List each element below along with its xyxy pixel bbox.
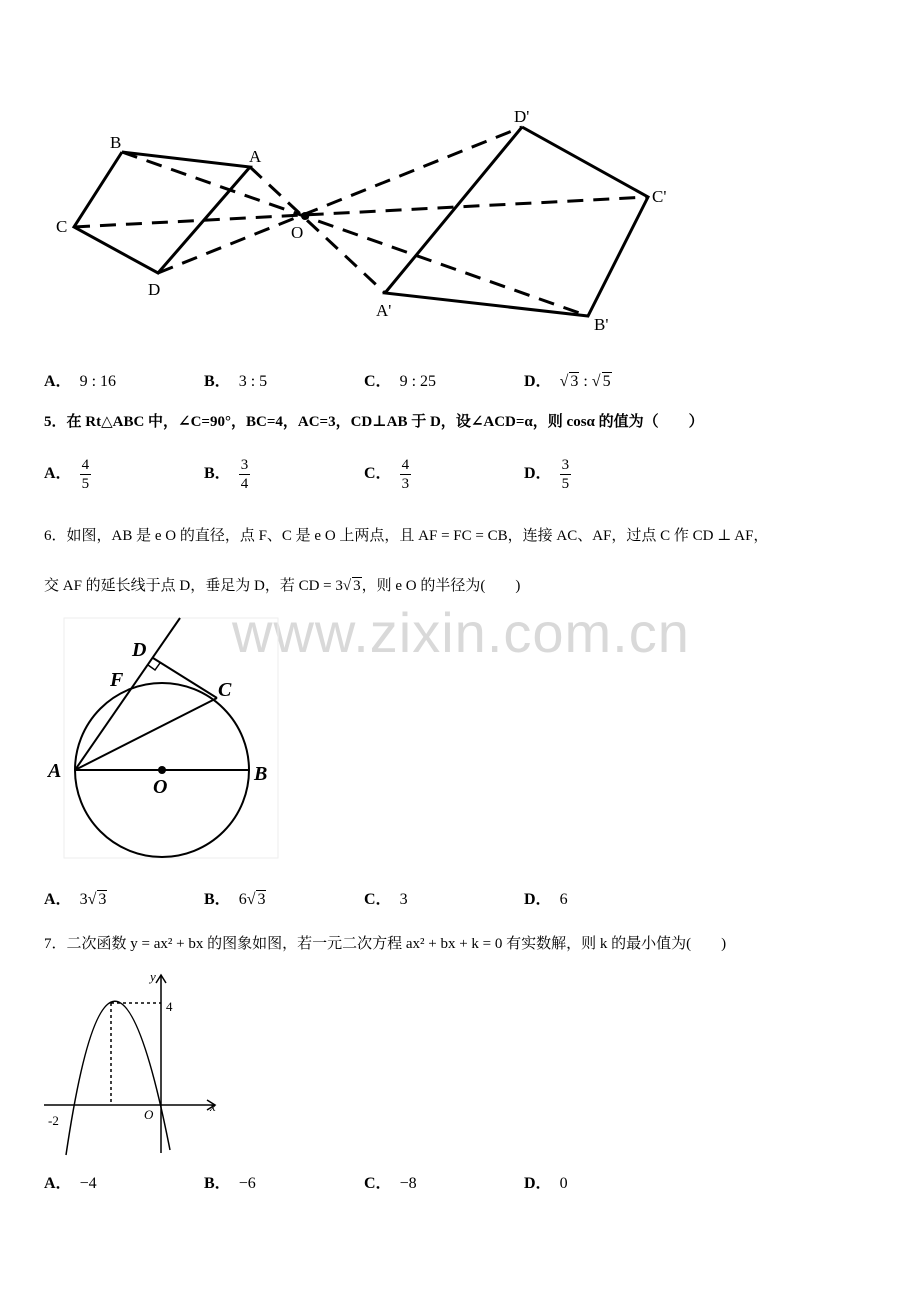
q6-option-b[interactable]: B． 6√ 3 (204, 891, 266, 908)
q6-line2: 交 AF 的延长线于点 D，垂足为 D，若 CD = 3√ 3，则 e O 的半径为( ) (44, 578, 521, 594)
q7-text: 7．二次函数 y = ax² + bx 的图象如图，若一元二次方程 ax² + bx + k = 0 有实数解，则 k 的最小值为( ) (44, 936, 727, 952)
circle-diameter-figure (40, 610, 290, 865)
q6-option-d[interactable]: D． 6 (524, 891, 568, 908)
q5-option-d[interactable]: D． $\frac{3}{5}$ (524, 457, 570, 492)
q5-option-a[interactable]: A． $\frac{4}{5}$ (44, 457, 90, 492)
label-D: D (148, 280, 161, 299)
label-neg2: -2 (48, 1113, 59, 1128)
q4-option-b[interactable]: B． 3 : 5 (204, 373, 268, 390)
label-A: A (249, 147, 262, 166)
x-axis-label: x (210, 1099, 216, 1114)
q6-option-c[interactable]: C． 3 (364, 891, 408, 908)
label-B-prime: B' (594, 315, 609, 334)
y-axis-label: y (150, 969, 156, 984)
label-C-prime: C' (652, 187, 667, 206)
label-origin: O (144, 1107, 154, 1122)
label-B: B (110, 133, 122, 152)
label-O: O (291, 223, 304, 242)
q5-option-b[interactable]: B． $\frac{3}{4}$ (204, 457, 249, 492)
label-C: C (56, 217, 68, 236)
label-D: D (132, 639, 147, 661)
watermark: www.zixin.com.cn (232, 601, 690, 664)
q5-option-c[interactable]: C． $\frac{4}{3}$ (364, 457, 410, 492)
q7-option-b[interactable]: B． −6 (204, 1175, 256, 1192)
label-D-prime: D' (514, 107, 530, 126)
label-F: F (110, 669, 124, 691)
q6-line1: 6．如图，AB 是 e O 的直径，点 F、C 是 e O 上两点，且 AF = FC = CB，连接 AC、AF，过点 C 作 CD ⊥ AF， (44, 528, 769, 544)
q4-option-a[interactable]: A． 9 : 16 (44, 373, 117, 390)
q7-option-d[interactable]: D． 0 (524, 1175, 568, 1192)
q6-option-a[interactable]: A． 3√ 3 (44, 891, 107, 908)
label-A: A (48, 760, 62, 782)
q4-option-d[interactable]: D． √ 3 : √ 5 (524, 373, 611, 390)
parabola-figure (40, 965, 230, 1160)
similar-quadrilaterals-figure (0, 0, 920, 340)
q4-option-c[interactable]: C． 9 : 25 (364, 373, 437, 390)
label-O: O (153, 776, 168, 798)
q7-option-c[interactable]: C． −8 (364, 1175, 417, 1192)
label-4: 4 (166, 999, 173, 1014)
q5-text: 5．在 Rt△ABC 中，∠C=90°，BC=4，AC=3，CD⊥AB 于 D，设∠ACD=α，则 cosα 的值为（ ） (44, 414, 704, 430)
label-B: B (254, 763, 268, 785)
label-C: C (218, 679, 232, 701)
label-A-prime: A' (376, 301, 392, 320)
q7-option-a[interactable]: A． −4 (44, 1175, 97, 1192)
